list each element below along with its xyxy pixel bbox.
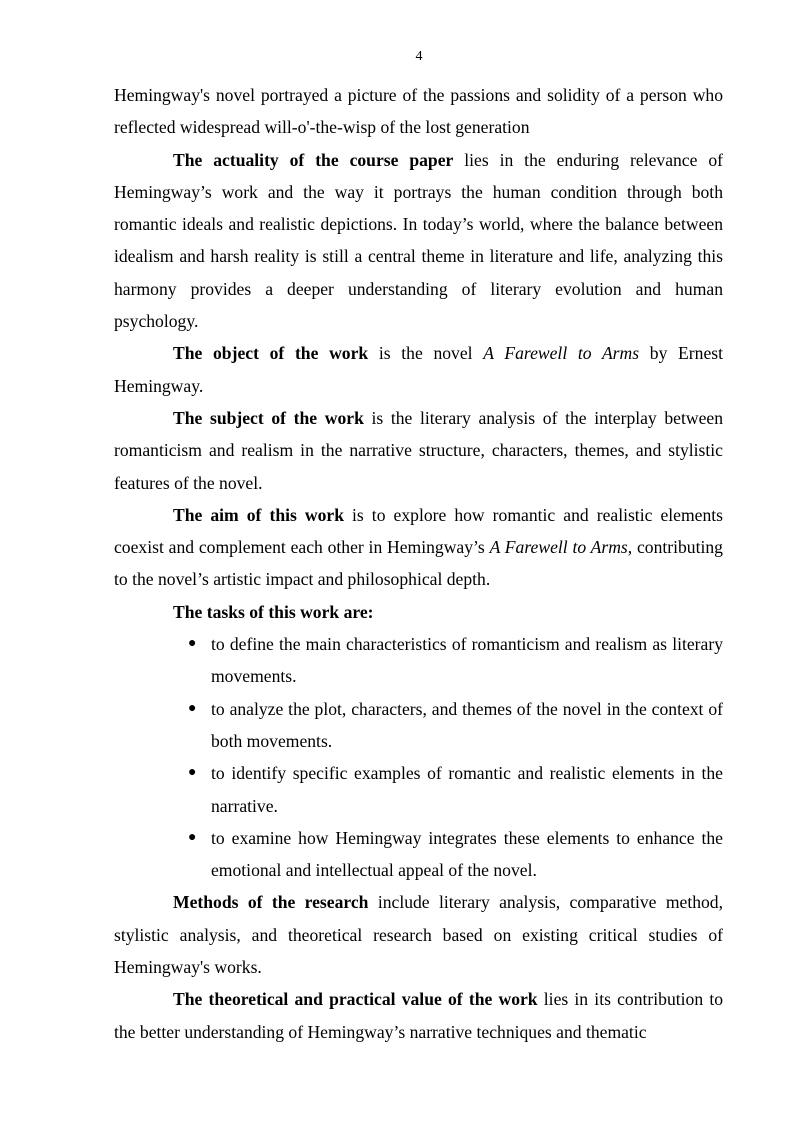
document-body	[114, 79, 723, 1048]
bullet-icon: ●	[188, 765, 197, 781]
object-paragraph	[114, 337, 723, 402]
aim-text-end: , contributing to the novel’s artistic impact and philosophical depth.	[114, 537, 723, 590]
actuality-paragraph	[114, 144, 723, 338]
methods-label: Methods of the research	[173, 892, 369, 913]
value-text: lies in its contribution to the better understanding of Hemingway’s narrative techniques and thematic	[114, 989, 724, 1042]
page-number: 4	[415, 49, 423, 64]
methods-paragraph	[114, 886, 723, 983]
subject-paragraph	[114, 402, 723, 499]
value-label: The theoretical and practical value of the work	[173, 989, 538, 1010]
aim-paragraph	[114, 499, 723, 596]
tasks-label: The tasks of this work are:	[173, 601, 374, 622]
task-text: to examine how Hemingway integrates these elements to enhance the emotional and intellectual appeal of the novel.	[211, 827, 723, 881]
tasks-heading	[114, 596, 723, 628]
actuality-text: lies in the enduring relevance of Hemingway’s work and the way it portrays the human condition through both romantic ideals and realistic depictions. In today’s world, where the balance between idealism and harsh reality is still a central theme in literature and life, analyzing this harmony provides a deeper understanding of literary evolution and human psychology.	[114, 149, 723, 332]
list-item	[114, 693, 723, 758]
task-text: to define the main characteristics of romanticism and realism as literary movements.	[211, 634, 723, 687]
task-text: to analyze the plot, characters, and themes of the novel in the context of both movements.	[211, 698, 723, 751]
object-text: is the novel	[368, 343, 484, 364]
object-label: The object of the work	[173, 343, 369, 364]
bullet-icon: ●	[188, 700, 197, 716]
novel-title: A Farewell to Arms	[489, 537, 628, 558]
bullet-icon: ●	[188, 636, 197, 652]
aim-label: The aim of this work	[173, 504, 344, 525]
actuality-label: The actuality of the course paper	[173, 149, 454, 170]
bullet-icon: ●	[188, 829, 197, 845]
subject-label: The subject of the work	[173, 407, 364, 428]
list-item	[114, 628, 723, 693]
aim-text: is to explore how romantic and realistic elements coexist and complement each other in Hemingway’s	[114, 504, 723, 558]
subject-text: is the literary analysis of the interplay between romanticism and realism in the narrative structure, characters, themes, and stylistic features of the novel.	[114, 407, 723, 493]
value-paragraph	[114, 983, 723, 1048]
tasks-list	[114, 628, 723, 886]
methods-text: include literary analysis, comparative method, stylistic analysis, and theoretical research based on existing critical studies of Hemingway's works.	[114, 892, 723, 978]
intro-paragraph: Hemingway's novel portrayed a picture of the passions and solidity of a person who reflected widespread will-o'-the-wisp of the lost generation	[114, 85, 723, 138]
task-text: to identify specific examples of romantic and realistic elements in the narrative.	[211, 763, 723, 816]
object-text-end: by Ernest Hemingway.	[114, 343, 723, 396]
list-item	[114, 757, 723, 822]
novel-title: A Farewell to Arms	[483, 343, 640, 364]
list-item	[114, 822, 723, 887]
